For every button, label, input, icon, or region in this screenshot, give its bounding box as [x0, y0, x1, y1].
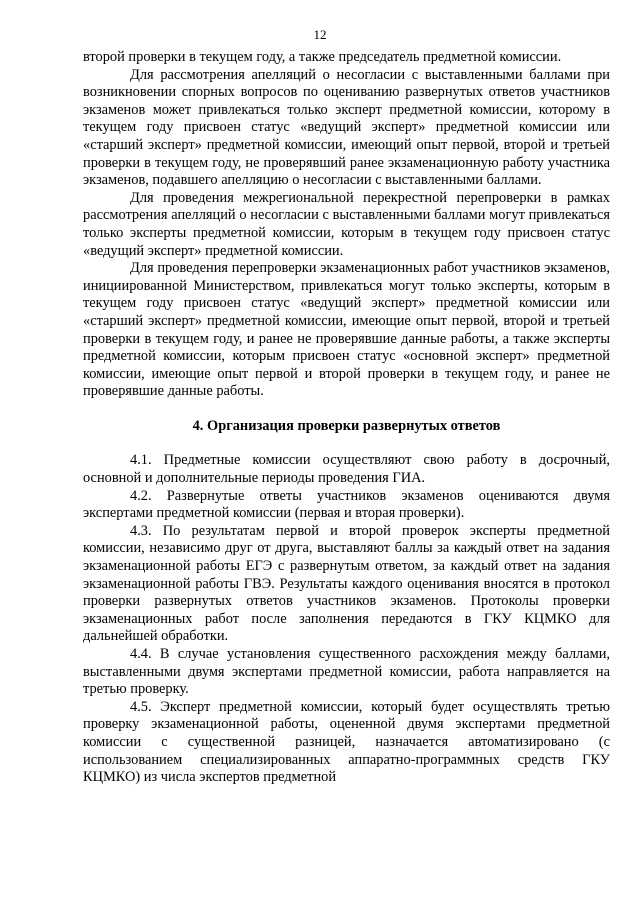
- paragraph: Для проведения межрегиональной перекрестной перепроверки в рамках рассмотрения апелляций о несогласии с выставленными баллами могут привлекаться только эксперты предметной комиссии, которым в текущем году присвоен статус «ведущий эксперт» предметной комиссии.: [83, 189, 610, 259]
- list-item: 4.1. Предметные комиссии осуществляют свою работу в досрочный, основной и дополнительные периоды проведения ГИА.: [83, 452, 610, 487]
- list-item: 4.4. В случае установления существенного расхождения между баллами, выставленными двумя экспертами предметной комиссии, работа направляется на третью проверку.: [83, 646, 610, 698]
- document-body: [83, 49, 610, 787]
- list-item: 4.2. Развернутые ответы участников экзаменов оцениваются двумя экспертами предметной комиссии (первая и вторая проверки).: [83, 487, 610, 522]
- page-number: 12: [313, 27, 327, 42]
- list-item: 4.3. По результатам первой и второй проверок эксперты предметной комиссии, независимо друг от друга, выставляют баллы за каждый ответ на задания экзаменационной работы ЕГЭ с развернутым ответом, за каждый ответ на задания экзаменационной работы ГВЭ. Результаты каждого оценивания вносятся в протокол проверки развернутых ответов участников экзаменов. Протоколы проверки экзаменационных работ после заполнения передаются в ГКУ КЦМКО для дальнейшей обработки.: [83, 522, 610, 645]
- paragraph: второй проверки в текущем году, а также председатель предметной комиссии.: [83, 49, 562, 65]
- paragraph: Для рассмотрения апелляций о несогласии с выставленными баллами при возникновении спорных вопросов по оцениванию развернутых ответов участников экзаменов может привлекаться только эксперт предметной комиссии, которому в текущем году присвоен статус «ведущий эксперт» предметной комиссии или «старший эксперт» предметной комиссии, имеющий опыт первой, второй и третьей проверки в текущем году, не проверявший ранее экзаменационную работу участника экзаменов, подавшего апелляцию о несогласии с выставленными баллами.: [83, 66, 610, 189]
- paragraph: Для проведения перепроверки экзаменационных работ участников экзаменов, инициированной Министерством, привлекаться могут только эксперты, которым в текущем году присвоен статус «ведущий эксперт» предметной комиссии или «старший эксперт» предметной комиссии, имеющие опыт первой, второй и третьей проверки в текущем году, и ранее не проверявшие данные работы, а также эксперты предметной комиссии, которым присвоен статус «основной эксперт» предметной комиссии, имеющие опыт первой и второй проверки в текущем году, и ранее не проверявшие данные работы.: [83, 260, 610, 400]
- section-heading: 4. Организация проверки развернутых ответов: [192, 417, 501, 434]
- list-item: 4.5. Эксперт предметной комиссии, который будет осуществлять третью проверку экзаменационной работы, оцененной двумя экспертами предметной комиссии с существенной разницей, назначается автоматизировано (с использованием специализированных аппаратно-программных средств ГКУ КЦМКО) из числа экспертов предметной: [83, 698, 610, 786]
